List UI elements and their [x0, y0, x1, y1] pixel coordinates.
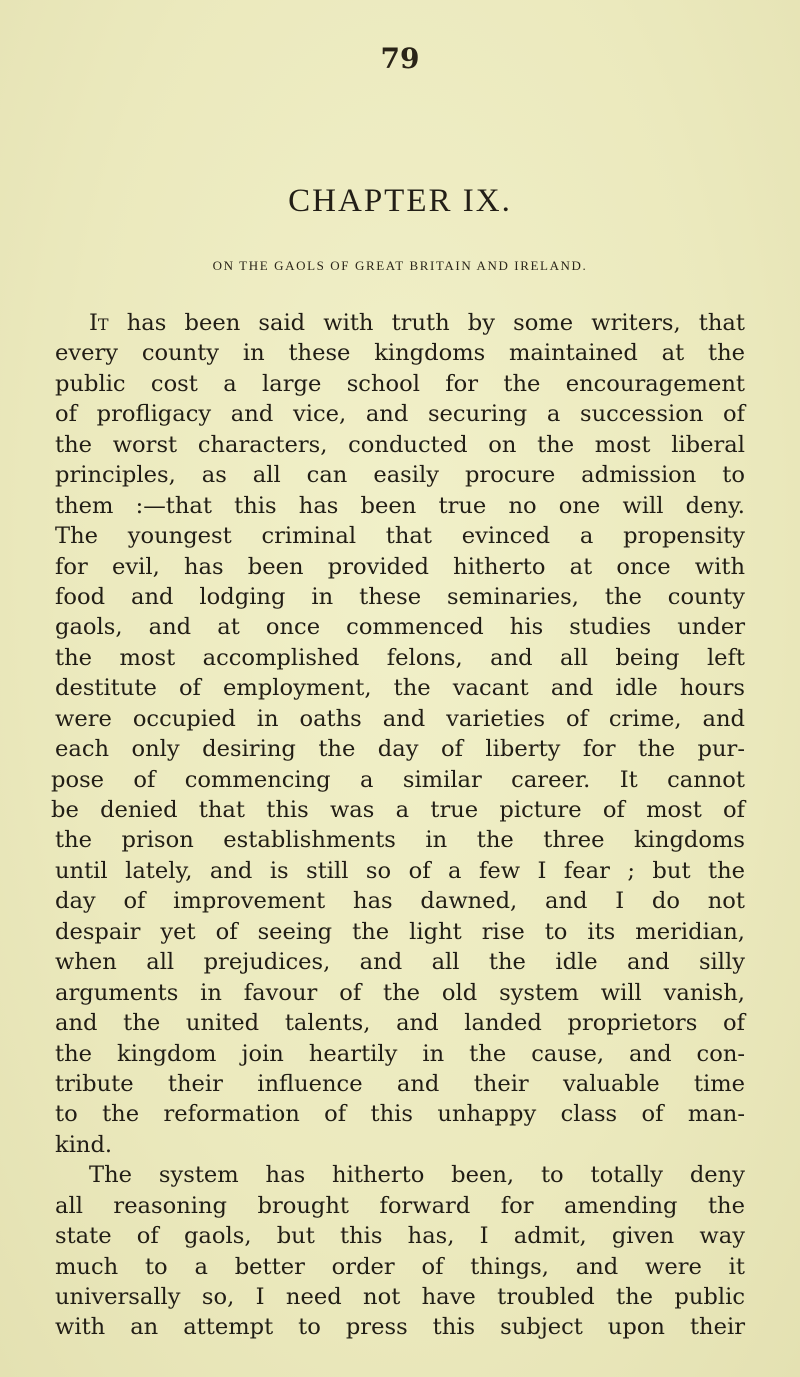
text-line: for evil, has been provided hitherto at once with: [55, 553, 745, 580]
text-line: destitute of employment, the vacant and idle hours: [55, 675, 745, 702]
text-line: principles, as all can easily procure admission to: [55, 462, 745, 489]
text-line: gaols, and at once commenced his studies under: [55, 614, 745, 641]
page-number: 79: [380, 42, 420, 75]
text-line: The youngest criminal that evinced a propensity: [55, 523, 745, 550]
text-line: public cost a large school for the encouragement: [55, 370, 745, 397]
text-line: the kingdom join heartily in the cause, and con-: [55, 1040, 745, 1067]
text-line: day of improvement has dawned, and I do not: [55, 888, 745, 915]
text-line: the worst characters, conducted on the most liberal: [55, 431, 745, 458]
text-line: every county in these kingdoms maintained at the: [55, 340, 745, 367]
text-line: of profligacy and vice, and securing a succession of: [55, 401, 745, 428]
chapter-title: CHAPTER IX.: [288, 183, 512, 219]
text-line: universally so, I need not have troubled the public: [55, 1284, 745, 1310]
text-line: state of gaols, but this has, I admit, given way: [55, 1223, 745, 1250]
text-line: each only desiring the day of liberty for the pur-: [55, 736, 745, 763]
text-line: them :—that this has been true no one will deny.: [55, 492, 745, 519]
text-line: despair yet of seeing the light rise to its meridian,: [55, 918, 745, 945]
text-line: tribute their influence and their valuable time: [55, 1070, 745, 1097]
text-line: and the united talents, and landed proprietors of: [55, 1010, 745, 1037]
text-line: food and lodging in these seminaries, the county: [55, 583, 745, 610]
text-line: much to a better order of things, and were it: [55, 1253, 745, 1280]
text-line: the prison establishments in the three kingdoms: [55, 827, 745, 854]
text-line: [55, 308, 745, 338]
text-line: the most accomplished felons, and all being left: [55, 644, 745, 671]
text-line-content: has been said with truth by some writers, that: [108, 310, 745, 336]
text-line: with an attempt to press this subject upon their: [55, 1314, 745, 1341]
text-line: pose of commencing a similar career. It cannot: [51, 766, 745, 793]
text-line: to the reformation of this unhappy class of man-: [55, 1101, 745, 1128]
chapter-subtitle: ON THE GAOLS OF GREAT BRITAIN AND IRELAND.: [212, 258, 588, 273]
text-line: were occupied in oaths and varieties of crime, and: [55, 705, 745, 732]
text-line: The system has hitherto been, to totally deny: [89, 1162, 745, 1189]
text-line: kind.: [55, 1131, 113, 1158]
body-text: [51, 308, 745, 1343]
opening-word: It: [89, 310, 109, 336]
text-line: all reasoning brought forward for amending the: [55, 1192, 745, 1219]
text-line: until lately, and is still so of a few I fear ; but the: [55, 857, 745, 884]
text-line: when all prejudices, and all the idle and silly: [55, 949, 745, 976]
text-line: be denied that this was a true picture of most of: [51, 797, 745, 823]
text-line: arguments in favour of the old system will vanish,: [55, 979, 745, 1006]
